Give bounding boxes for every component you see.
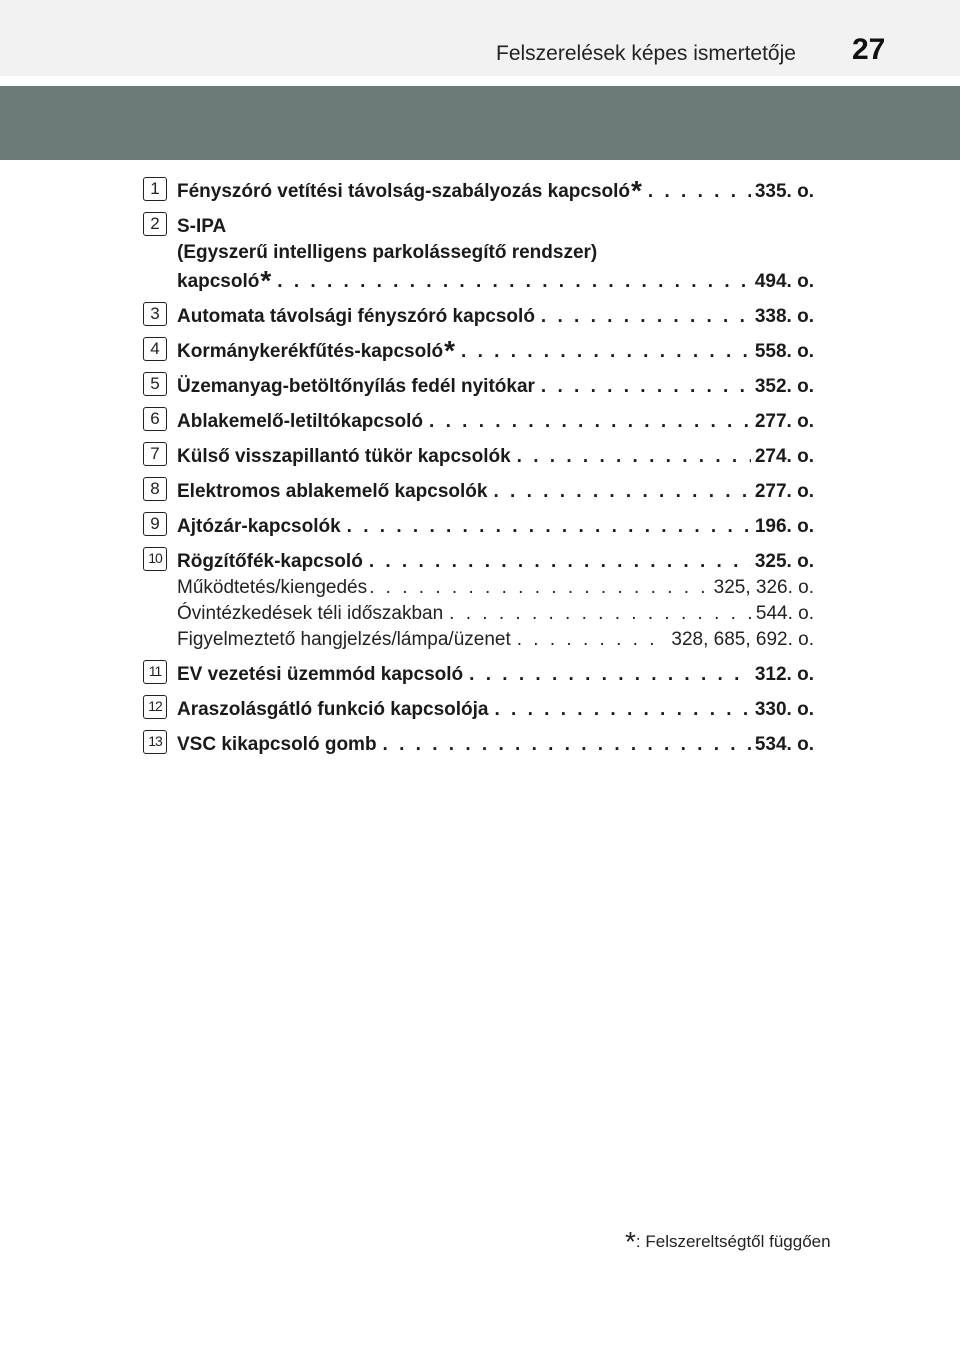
- item-number-badge: 11: [143, 660, 167, 684]
- sub-entry-label: Működtetés/kiengedés: [177, 577, 368, 598]
- header-bar: [0, 0, 960, 76]
- dot-leader: [517, 445, 751, 469]
- section-band: [0, 86, 960, 160]
- sub-entry-row: [177, 576, 814, 600]
- dot-leader: [461, 340, 751, 364]
- entry-page: 352. o.: [754, 376, 814, 397]
- entry-page: 330. o.: [754, 699, 814, 720]
- item-number-badge: 6: [143, 407, 167, 431]
- entry-label: EV vezetési üzemmód kapcsoló: [177, 664, 464, 685]
- entry-page: 312. o.: [754, 664, 814, 685]
- entry-page: 277. o.: [754, 481, 814, 502]
- entry-label: Külső visszapillantó tükör kapcsolók: [177, 446, 511, 467]
- entry-label: Elektromos ablakemelő kapcsolók: [177, 481, 488, 502]
- dot-leader: [493, 480, 750, 504]
- item-number-badge: 12: [143, 695, 167, 719]
- entry-page: 494. o.: [754, 271, 814, 292]
- item-number-badge: 9: [143, 512, 167, 536]
- item-number-badge: 13: [143, 730, 167, 754]
- item-number-badge: 4: [143, 337, 167, 361]
- page-number: 27: [852, 33, 886, 66]
- dot-leader: [277, 270, 751, 294]
- item-number-badge: 5: [143, 372, 167, 396]
- dot-leader: [369, 550, 751, 574]
- sub-entry-row: [177, 628, 814, 652]
- dot-leader: [517, 628, 668, 652]
- footnote: [624, 1226, 831, 1257]
- item-number-badge: 1: [143, 177, 167, 201]
- header-title: Felszerelések képes ismertetője: [496, 42, 796, 65]
- item-number-badge: 7: [143, 442, 167, 466]
- sub-entry-label: Óvintézkedések téli időszakban: [177, 603, 444, 624]
- dot-leader: [347, 515, 751, 539]
- entry-label: Automata távolsági fényszóró kapcsoló: [177, 306, 535, 327]
- item-number-badge: 3: [143, 302, 167, 326]
- entry-label: Ajtózár-kapcsolók: [177, 516, 341, 537]
- item-number-badge: 10: [143, 547, 167, 571]
- entry-label-line: (Egyszerű intelligens parkolássegítő rendszer): [177, 242, 598, 263]
- entry-row: [177, 480, 814, 504]
- entry-row: [177, 445, 814, 469]
- entry-row: kapcsoló * . . . 494. o.: [177, 270, 814, 294]
- entry-label: Kormánykerékfűtés-kapcsoló: [177, 341, 444, 362]
- entry-page: 277. o.: [754, 411, 814, 432]
- entry-row: Kormánykerékfűtés-kapcsoló * . . . 558. o.: [177, 340, 814, 364]
- entry-label: Araszolásgátló funkció kapcsolója: [177, 699, 489, 720]
- entry-row: [177, 733, 814, 757]
- dot-leader: [449, 602, 752, 626]
- entry-row: [177, 663, 814, 687]
- item-number-badge: 2: [143, 212, 167, 236]
- entry-page: 534. o.: [754, 734, 814, 755]
- entry-page: 558. o.: [754, 341, 814, 362]
- dot-leader: [541, 375, 751, 399]
- entry-row: Fényszóró vetítési távolság-szabályozás kapcsoló * . . . 335. o.: [177, 180, 814, 204]
- sub-entry-row: [177, 602, 814, 626]
- entry-page: 338. o.: [754, 306, 814, 327]
- dot-leader: [383, 733, 751, 757]
- entry-page: 335. o.: [754, 181, 814, 202]
- entry-label: kapcsoló: [177, 271, 260, 292]
- entry-label: Fényszóró vetítési távolság-szabályozás kapcsoló: [177, 181, 631, 202]
- entry-row: [177, 698, 814, 722]
- entry-page: 196. o.: [754, 516, 814, 537]
- entry-row: [177, 515, 814, 539]
- sub-entry-page: 544. o.: [755, 603, 814, 624]
- sub-entry-page: 325, 326. o.: [713, 577, 814, 598]
- sub-entry-page: 328, 685, 692. o.: [671, 629, 814, 650]
- entry-label: Üzemanyag-betöltőnyílás fedél nyitókar: [177, 376, 535, 397]
- entry-page: 325. o.: [754, 551, 814, 572]
- dot-leader: [369, 576, 710, 600]
- entry-label-line: S-IPA: [177, 216, 227, 237]
- dot-leader: [494, 698, 750, 722]
- entry-label: Rögzítőfék-kapcsoló: [177, 551, 363, 572]
- item-number-badge: 8: [143, 477, 167, 501]
- sub-entry-label: Figyelmeztető hangjelzés/lámpa/üzenet: [177, 629, 511, 650]
- entry-row: [177, 410, 814, 434]
- dot-leader: [429, 410, 751, 434]
- dot-leader: [469, 663, 751, 687]
- footnote-text: : Felszereltségtől függően: [635, 1232, 831, 1251]
- entry-label: VSC kikapcsoló gomb: [177, 734, 377, 755]
- dot-leader: [648, 180, 751, 204]
- entry-row: [177, 305, 814, 329]
- entry-row: [177, 550, 814, 574]
- dot-leader: [541, 305, 751, 329]
- footnote-star: *: [625, 1226, 636, 1257]
- entry-row: [177, 375, 814, 399]
- entry-label: Ablakemelő-letiltókapcsoló: [177, 411, 424, 432]
- entry-page: 274. o.: [754, 446, 814, 467]
